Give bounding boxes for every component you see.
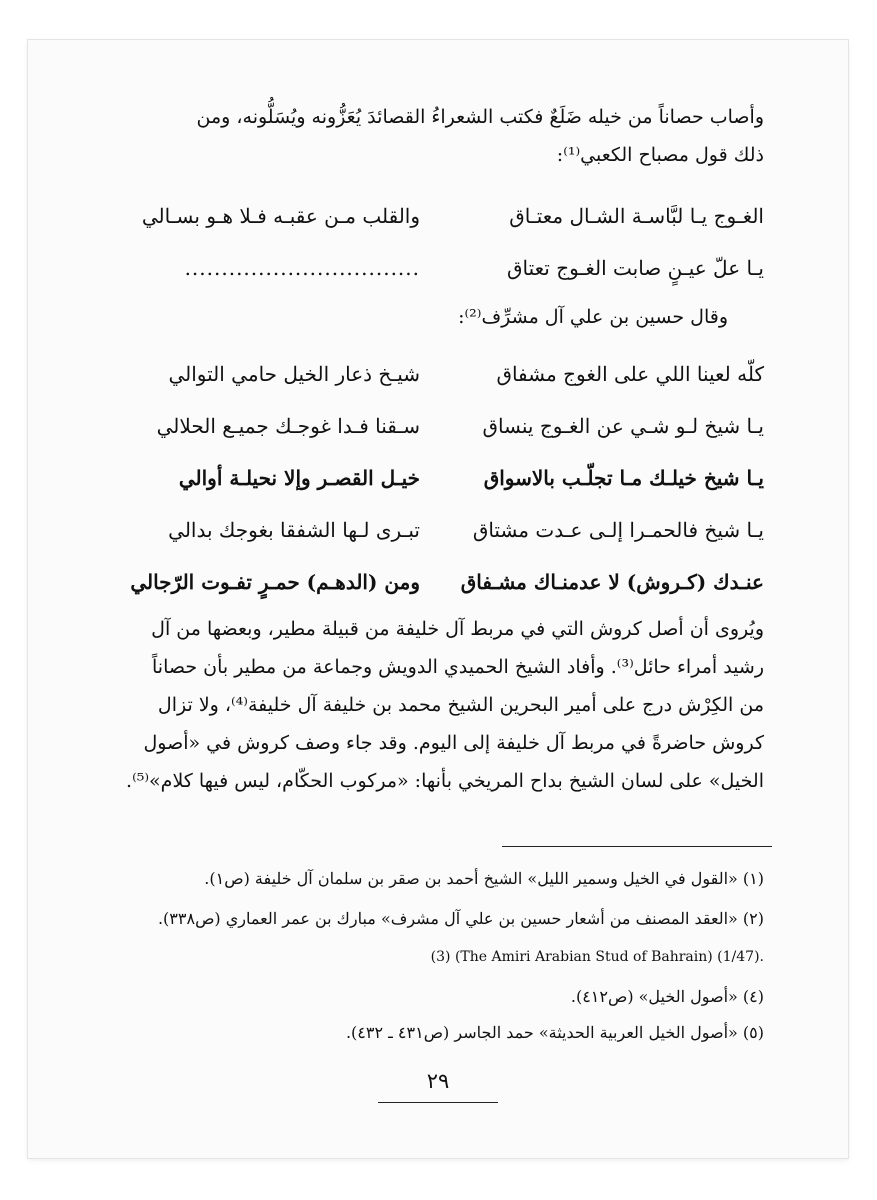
verse-row bbox=[120, 510, 764, 550]
verse-first-hemistich: يـا شيخ خيلـك مـا تجلّـب بالاسواق bbox=[483, 466, 764, 490]
verse-row bbox=[120, 196, 764, 236]
footnote-2: (٢) «العقد المصنف من أشعار حسين بن علي آل مشرف» مبارك بن عمر العماري (ص٣٣٨). bbox=[157, 909, 764, 928]
verse-row-bold bbox=[120, 458, 764, 498]
paragraph-body bbox=[120, 610, 764, 800]
verse-second-hemistich: ومن (الدهـم) حمـرٍ تفـوت الرّجالي bbox=[130, 570, 420, 594]
footnote-5: (٥) «أصول الخيل العربية الحديثة» حمد الجاسر (ص٤٣١ ـ ٤٣٢). bbox=[345, 1023, 764, 1042]
verse-second-hemistich: تبـرى لـها الشفقا بغوجك بدالي bbox=[168, 518, 420, 542]
paragraph-intro bbox=[120, 98, 764, 174]
verse-first-hemistich: الغـوج يـا لبَّاسـة الشـال معتـاق bbox=[509, 204, 764, 228]
verse-first-hemistich: يـا شيخ لـو شـي عن الغـوج ينساق bbox=[482, 414, 764, 438]
verse-second-hemistich: شيـخ ذعار الخيل حامي التوالي bbox=[168, 362, 420, 386]
footnote-1: (١) «القول في الخيل وسمير الليل» الشيخ أحمد بن صقر بن سلمان آل خليفة (ص١). bbox=[204, 869, 764, 888]
verse-first-hemistich: عنـدك (كـروش) لا عدمنـاك مشـفاق bbox=[460, 570, 764, 594]
paragraph-line: الخيل» على لسان الشيخ بداح المريخي بأنها: «مركوب الحكّام، ليس فيها كلام»⁽⁵⁾. bbox=[126, 770, 764, 792]
verse-row bbox=[120, 354, 764, 394]
book-page bbox=[28, 40, 848, 1158]
verse-second-hemistich: والقلب مـن عقبـه فـلا هـو بسـالي bbox=[141, 204, 420, 228]
verse-ellipsis: ................................ bbox=[184, 256, 420, 280]
verse-second-hemistich: سـقنا فـدا غوجـك جميـع الحلالي bbox=[156, 414, 420, 438]
paragraph-line: كروش حاضرةً في مربط آل خليفة إلى اليوم. وقد جاء وصف كروش في «أصول bbox=[143, 732, 764, 754]
footnote-separator bbox=[502, 846, 772, 847]
verse-first-hemistich: يـا شيخ فالحمـرا إلـى عـدت مشتاق bbox=[472, 518, 764, 542]
paragraph-line: ويُروى أن أصل كروش التي في مربط آل خليفة من قبيلة مطير، وبعضها من آل bbox=[151, 618, 764, 640]
verse-row bbox=[120, 406, 764, 446]
footnote-3: (3) (The Amiri Arabian Stud of Bahrain) (1/47). bbox=[430, 949, 764, 965]
verse-first-hemistich: يـا علّ عيـنٍ صابت الغـوج تعتاق bbox=[507, 256, 764, 280]
footnote-4: (٤) «أصول الخيل» (ص٤١٢). bbox=[570, 987, 764, 1006]
verse-second-hemistich: خيـل القصـر وإلا نحيلـة أوالي bbox=[178, 466, 420, 490]
paragraph-line: من الكِرْش درج على أمير البحرين الشيخ محمد بن خليفة آل خليفة⁽⁴⁾، ولا تزال bbox=[157, 694, 764, 716]
paragraph-line: رشيد أمراء حائل⁽³⁾. وأفاد الشيخ الحميدي الدويش وجماعة من مطير بأن حصاناً bbox=[152, 656, 764, 678]
verse-first-hemistich: كلّه لعينا اللي على الغوج مشفاق bbox=[496, 362, 764, 386]
verse-row bbox=[120, 248, 764, 288]
poet-introduction: وقال حسين بن علي آل مشرِّف⁽²⁾: bbox=[458, 306, 728, 328]
paragraph-line: ذلك قول مصباح الكعبي⁽¹⁾: bbox=[556, 144, 764, 166]
page-number-underline bbox=[378, 1102, 498, 1103]
paragraph-line: وأصاب حصاناً من خيله ضَلَعٌ فكتب الشعراءُ القصائدَ يُعَزُّونه ويُسَلُّونه، ومن bbox=[196, 106, 764, 128]
verse-row-bold bbox=[120, 562, 764, 602]
page-number: ٢٩ bbox=[426, 1069, 450, 1093]
